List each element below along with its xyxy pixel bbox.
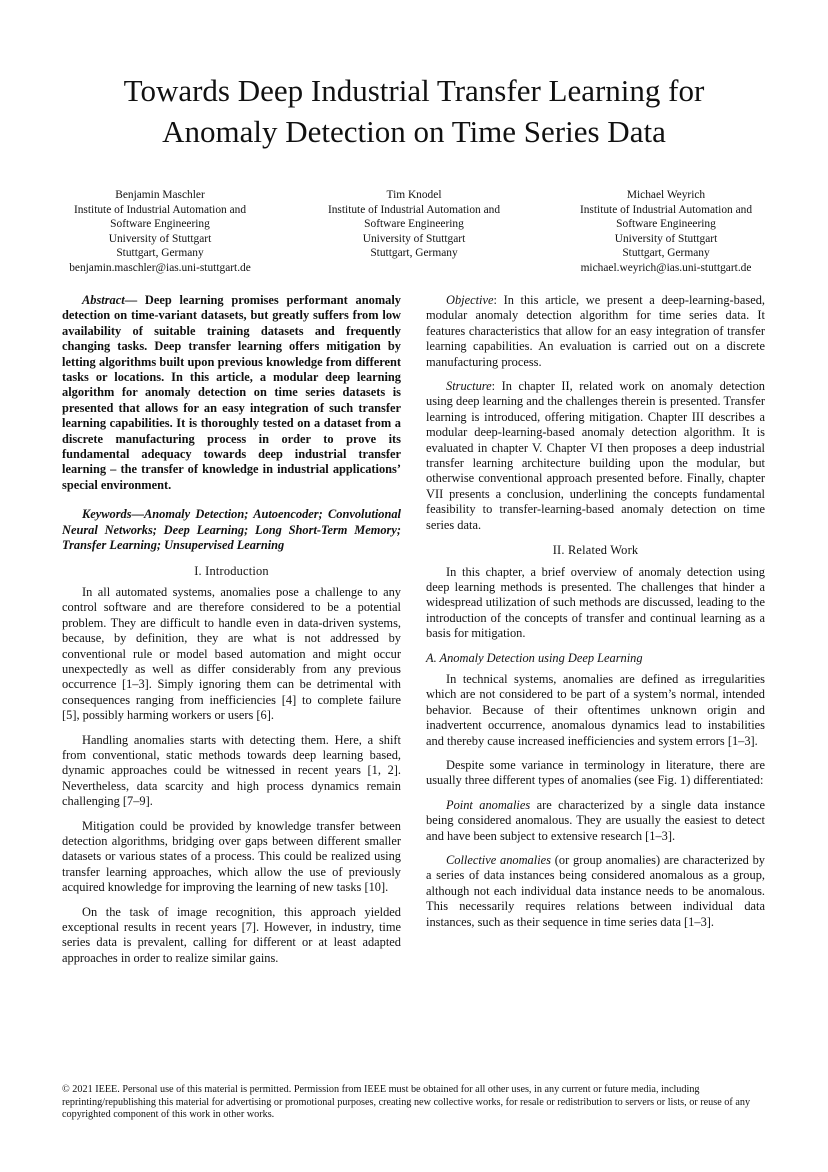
title-line-2: Anomaly Detection on Time Series Data (162, 114, 666, 149)
keywords-text: Anomaly Detection; Autoencoder; Convolutional Neural Networks; Deep Learning; Long Short-Term Memory; Transfer Learning; Unsupervised Learning (62, 507, 401, 553)
section-heading-introduction: I. Introduction (194, 563, 269, 578)
author-location: Stuttgart, Germany (622, 247, 710, 260)
author-university: University of Stuttgart (108, 232, 212, 245)
point-anomalies-label: Point anomalies (446, 797, 531, 812)
author-name: Tim Knodel (386, 189, 442, 201)
author-affiliation: Institute of Industrial Automation and (327, 203, 501, 216)
author-university: University of Stuttgart (614, 232, 718, 245)
author-1 (40, 188, 280, 276)
objective-label: Objective (446, 293, 494, 307)
author-name: Benjamin Maschler (115, 189, 205, 201)
author-email: michael.weyrich@ias.uni-stuttgart.de (580, 261, 752, 274)
collective-anomalies-text: (or group anomalies) are characterized by a series of data instances being considered anomalous as a group, although not each individual data instance needs to be anomalous. This necessarily requires relations between individual data instances, such as their sequence in time series data [1–3]. (426, 853, 766, 929)
objective-text: : In this article, we present a deep-learning-based, modular anomaly detection algorithm for time series data. It features characteristics that allow for an easy integration of transfer learning capabilities. An evaluation is carried out on a discrete manufacturing process. (426, 293, 765, 369)
abstract-text: — Deep learning promises performant anomaly detection on time-variant datasets, but greatly suffers from low availability of suitable training datasets and frequently changing tasks. Deep transfer learning offers mitigation by letting algorithms built upon previous knowledge from different tasks or locations. In this article, a modular deep learning algorithm for anomaly detection on time series datasets is presented that allows for an easy integration of such transfer learning capabilities. It is thoroughly tested on a dataset from a discrete manufacturing process in order to prove its fundamental adequacy towards deep industrial transfer learning – the transfer of knowledge in industrial applications’ special environment. (62, 293, 401, 492)
paper-title (60, 70, 768, 152)
structure-text: : In chapter II, related work on anomaly detection using deep learning and the challenges therein is presented. Transfer learning is introduced, offering mitigation. Chapter III describes a modular deep-learning-based anomaly detection algorithm. It is evaluated in chapter V. Chapter VI then proposes a deep industrial transfer learning architecture building upon the modular, but otherwise conventional approach presented before. Finally, chapter VII presents a conclusion, underlining the concepts fundamental feasibility to transfer-learning-based anomaly detection on time series data. (426, 379, 765, 532)
keywords (62, 507, 401, 553)
point-anomalies-text: are characterized by a single data instance being considered anomalous. They are usually the easiest to detect and have been subject to extensive research [1–3]. (426, 797, 765, 843)
paragraph: Despite some variance in terminology in literature, there are usually three different types of anomalies (see Fig. 1) differentiated: (426, 757, 765, 788)
section-heading-related-work: II. Related Work (552, 543, 639, 558)
author-3 (546, 188, 786, 276)
author-location: Stuttgart, Germany (116, 247, 204, 260)
author-affiliation: Institute of Industrial Automation and (73, 203, 247, 216)
keywords-label: Keywords— (82, 507, 144, 522)
point-anomalies-paragraph (426, 798, 765, 844)
copyright-footer: © 2021 IEEE. Personal use of this material is permitted. Permission from IEEE must be obtained for all other uses, in any current or future media, including reprinting/republishing this material for advertising or promotional purposes, creating new collective works, for resale or redistribution to servers or lists, or reuse of any copyrighted component of this work in other works. (62, 1084, 751, 1121)
objective-paragraph (426, 293, 765, 370)
paragraph: In all automated systems, anomalies pose a challenge to any control software and are therefore considered to be a potential problem. They are difficult to handle even in data-driven systems, because, by definition, they are what is not addressed by conventional rule or model based automation and might occur unexpectedly as well as differ considerably from any previous occurrence [1–3]. Simply ignoring them can be detrimental with consequences ranging from inefficiencies [4] to complete failure [5], possibly harming workers or users [6]. (62, 584, 401, 723)
author-affiliation: Software Engineering (110, 218, 210, 231)
author-affiliation: Software Engineering (364, 218, 464, 231)
paragraph: Handling anomalies starts with detecting them. Here, a shift from conventional, static methods towards deep learning based, dynamic approaches could be witnessed in recent years [1, 2]. Nevertheless, data scarcity and high process dynamics remain challenging [7–9]. (62, 732, 401, 809)
abstract (62, 293, 401, 493)
subsection-heading: A. Anomaly Detection using Deep Learning (426, 650, 643, 665)
author-name: Michael Weyrich (626, 189, 706, 201)
author-location: Stuttgart, Germany (370, 247, 458, 260)
collective-anomalies-label: Collective anomalies (446, 853, 551, 867)
author-2 (294, 188, 534, 261)
structure-paragraph (426, 379, 765, 533)
left-column (62, 293, 401, 975)
collective-anomalies-paragraph (426, 853, 765, 930)
paragraph: In technical systems, anomalies are defined as irregularities which are not considered to be part of a system’s normal, intended behavior. Because of their oftentimes unknown origin and inadvertent occurrence, anomalous dynamics lead to instabilities and thereby cause increased inefficiencies and system errors [1–3]. (426, 671, 765, 748)
author-affiliation: Institute of Industrial Automation and (579, 203, 753, 216)
abstract-label: Abstract (82, 293, 125, 307)
paragraph: In this chapter, a brief overview of anomaly detection using deep learning methods is presented. The challenges that hinder a widespread utilization of such methods are discussed, leading to the introduction of the concepts of transfer and continual learning as a basis for mitigation. (426, 564, 765, 641)
paragraph: Mitigation could be provided by knowledge transfer between detection algorithms, bridging over gaps between different smaller datasets or various states of a process. This could be realized using transfer learning approaches, which allow the use of previously acquired knowledge for improving the learning of new tasks [10]. (62, 818, 401, 895)
right-column (426, 293, 765, 939)
author-affiliation: Software Engineering (616, 218, 716, 231)
paragraph: On the task of image recognition, this approach yielded exceptional results in recent years [7]. However, in industry, time series data is prevalent, calling for different or at least adapted approaches in order to realize similar gains. (62, 904, 401, 965)
author-university: University of Stuttgart (362, 232, 466, 245)
title-line-1: Towards Deep Industrial Transfer Learning for (123, 73, 705, 108)
structure-label: Structure (446, 379, 492, 394)
author-email: benjamin.maschler@ias.uni-stuttgart.de (69, 261, 251, 274)
